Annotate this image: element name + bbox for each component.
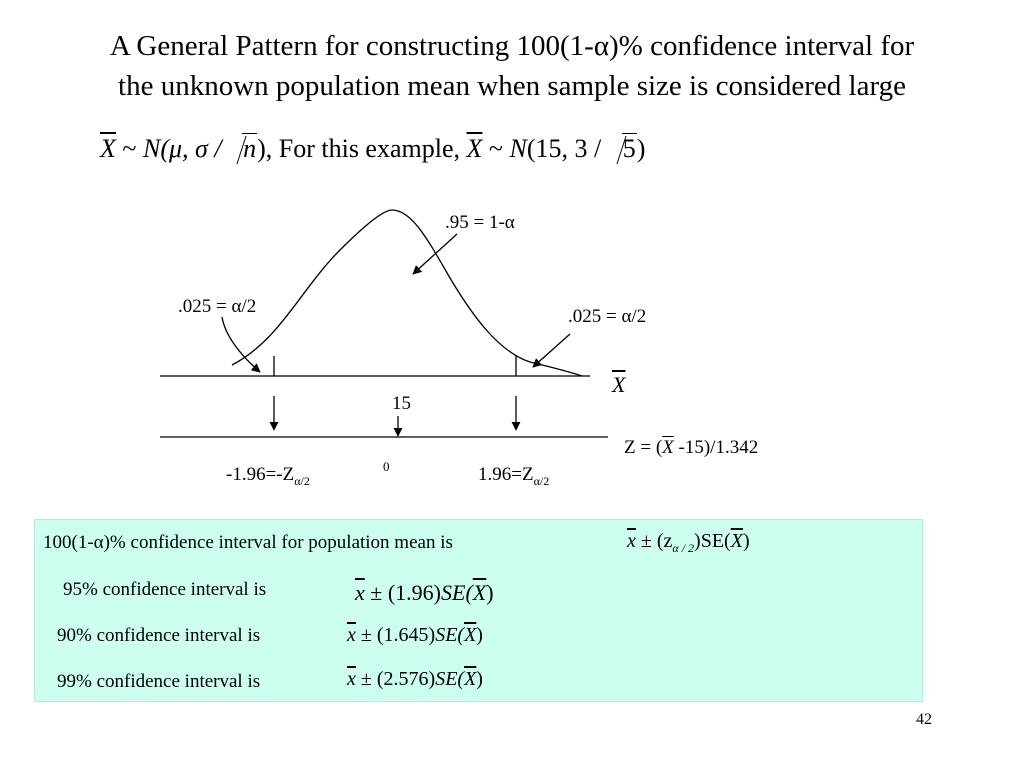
general-args-post: ), [257, 134, 273, 163]
right-z-text: 1.96=Z [478, 464, 534, 485]
right-tail-arrow [533, 334, 570, 367]
center-area-arrow [413, 234, 457, 274]
ci-99-se-pre: SE( [435, 668, 465, 690]
general-xbar: $\overline{x}$ [627, 530, 636, 552]
general-se-pre: )SE( [694, 530, 731, 552]
general-z-sub: α / 2 [672, 541, 695, 555]
general-se-xbar: $\overline{X}$ [730, 530, 743, 552]
general-args-pre: (μ, σ / [160, 134, 229, 163]
ci-99-xbar: $\overline{x}$ [347, 668, 356, 690]
general-pm-z: ± (z [635, 530, 673, 552]
left-z-label [226, 464, 310, 489]
general-se-post: ) [742, 530, 750, 552]
ci-95-label: 95% confidence interval is [63, 579, 267, 600]
mean-value-label: 15 [392, 393, 411, 414]
zero-label: 0 [383, 459, 390, 474]
title-line-1: A General Pattern for constructing 100(1-α)% confidence interval for [109, 30, 915, 62]
z-formula-pre: Z = ( [624, 437, 663, 458]
xbar-symbol: $\overline{X}$ [100, 134, 116, 163]
example-text: For this example, [272, 134, 467, 163]
ci-95-se-pre: SE( [441, 580, 473, 605]
z-formula-label [624, 437, 758, 459]
confidence-interval-box [34, 519, 923, 702]
xbar-symbol-example: $\overline{X}$ [466, 134, 483, 163]
ci-99-se-xbar: $\overline{X}$ [464, 668, 477, 690]
z-formula-xbar: $\overline{X}$ [662, 437, 674, 458]
ci-95-se-post: ) [486, 580, 494, 605]
ci-90-xbar: $\overline{x}$ [347, 624, 356, 646]
center-area-label: .95 = 1-α [445, 212, 515, 233]
tilde-symbol: ~ [122, 134, 137, 163]
ci-95-expression [355, 580, 494, 606]
left-z-sub: α/2 [294, 473, 310, 488]
ci-90-se-xbar: $\overline{X}$ [464, 624, 477, 646]
right-z-sub: α/2 [533, 473, 550, 488]
ci-90-se-post: ) [476, 624, 483, 646]
example-args-pre: (15, 3 / [526, 134, 608, 163]
ci-90-label: 90% confidence interval is [57, 625, 261, 646]
ci-99-label: 99% confidence interval is [57, 671, 261, 692]
left-tail-arrow [222, 317, 260, 372]
ci-99-se-post: ) [476, 668, 483, 690]
normal-symbol-example: N [509, 134, 527, 163]
tilde-symbol-example: ~ [488, 134, 503, 163]
ci-90-expression [347, 624, 483, 647]
axis-xbar-label: $\overline{X}$ [612, 372, 626, 397]
general-ci-label: 100(1-α)% confidence interval for population mean is [43, 532, 453, 553]
ci-99-coef: ± (2.576) [355, 668, 436, 690]
ci-95-xbar: $\overline{x}$ [355, 580, 365, 605]
left-z-text: -1.96=-Z [226, 464, 295, 485]
bell-curve [232, 210, 582, 376]
page-number: 42 [916, 711, 932, 728]
sqrt-n-radicand: n [243, 134, 257, 163]
ci-99-expression [347, 668, 483, 691]
sqrt-5-radicand: 5 [622, 134, 636, 163]
right-tail-label: .025 = α/2 [568, 306, 647, 327]
ci-95-coef: ± (1.96) [364, 580, 441, 605]
z-formula-post: -15)/1.342 [673, 437, 759, 458]
general-ci-expression [627, 530, 750, 556]
title-line-2: the unknown population mean when sample size is considered large [118, 70, 906, 102]
ci-90-se-pre: SE( [435, 624, 465, 646]
right-z-label [478, 464, 549, 489]
ci-90-coef: ± (1.645) [355, 624, 436, 646]
left-tail-label: .025 = α/2 [178, 296, 257, 317]
example-args-post: ) [636, 134, 646, 163]
ci-95-se-xbar: $\overline{X}$ [472, 580, 487, 605]
normal-symbol: N [142, 134, 161, 163]
